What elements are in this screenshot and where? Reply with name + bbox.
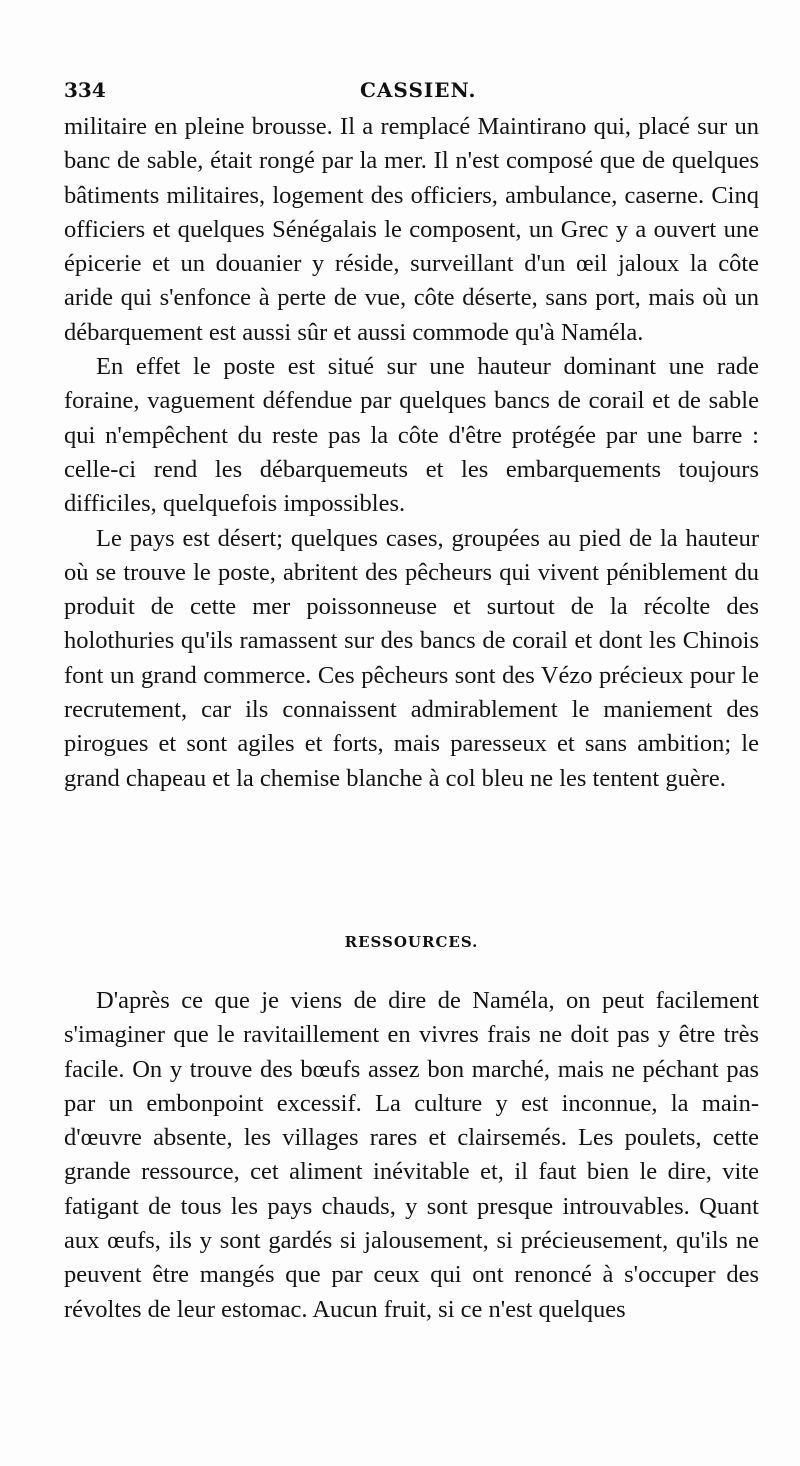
paragraph: D'après ce que je viens de dire de Naméla, on peut facilement s'imaginer que le ravitaillement en vivres frais ne doit pas y être très facile. On y trouve des bœufs assez bon marché, mais ne péchant pas par un embonpoint excessif. La culture y est inconnue, la main-d'œuvre absente, les villages rares et clairsemés. Les poulets, cette grande ressource, cet aliment inévitable et, il faut bien le dire, vite fatigant de tous les pays chauds, y sont presque introuvables. Quant aux œufs, ils y sont gardés si jalousement, si précieusement, qu'ils ne peuvent être mangés que par ceux qui ont renoncé à s'occuper des révoltes de leur estomac. Aucun fruit, si ce n'est quelques (64, 987, 759, 1323)
paragraph-continued: militaire en pleine brousse. Il a remplacé Maintirano qui, placé sur un banc de sable, était rongé par la mer. Il n'est composé que de quelques bâtiments militaires, logement des officiers, ambulance, caserne. Cinq officiers et quelques Sénégalais le composent, un Grec y a ouvert une épicerie et un douanier y réside, surveillant d'un œil jaloux la côte aride qui s'enfonce à perte de vue, côte déserte, sans port, mais où un débarquement est aussi sûr et aussi commode qu'à Naméla. (64, 113, 759, 346)
paragraph: En effet le poste est situé sur une hauteur dominant une rade foraine, vaguement défendue par quelques bancs de corail et de sable qui n'empêchent du reste pas la côte d'être protégée par une barre : celle-ci rend les débarquemeuts et les embarquements toujours difficiles, quelquefois impossibles. (64, 353, 759, 518)
page-header (64, 78, 744, 108)
page-number: 334 (64, 78, 106, 102)
paragraph: Le pays est désert; quelques cases, groupées au pied de la hauteur où se trouve le poste, abritent des pêcheurs qui vivent péniblement du produit de cette mer poissonneuse et surtout de la récolte des holothuries qu'ils ramassent sur des bancs de corail et dont les Chinois font un grand commerce. Ces pêcheurs sont des Vézo précieux pour le recrutement, car ils connaissent admirablement le maniement des pirogues et sont agiles et forts, mais paresseux et sans ambition; le grand chapeau et la chemise blanche à col bleu ne les tentent guère. (64, 524, 759, 792)
section-heading: RESSOURCES. (344, 933, 479, 951)
body-text-block (64, 110, 759, 796)
running-title: CASSIEN. (360, 78, 477, 102)
section-body-text (64, 984, 759, 1327)
